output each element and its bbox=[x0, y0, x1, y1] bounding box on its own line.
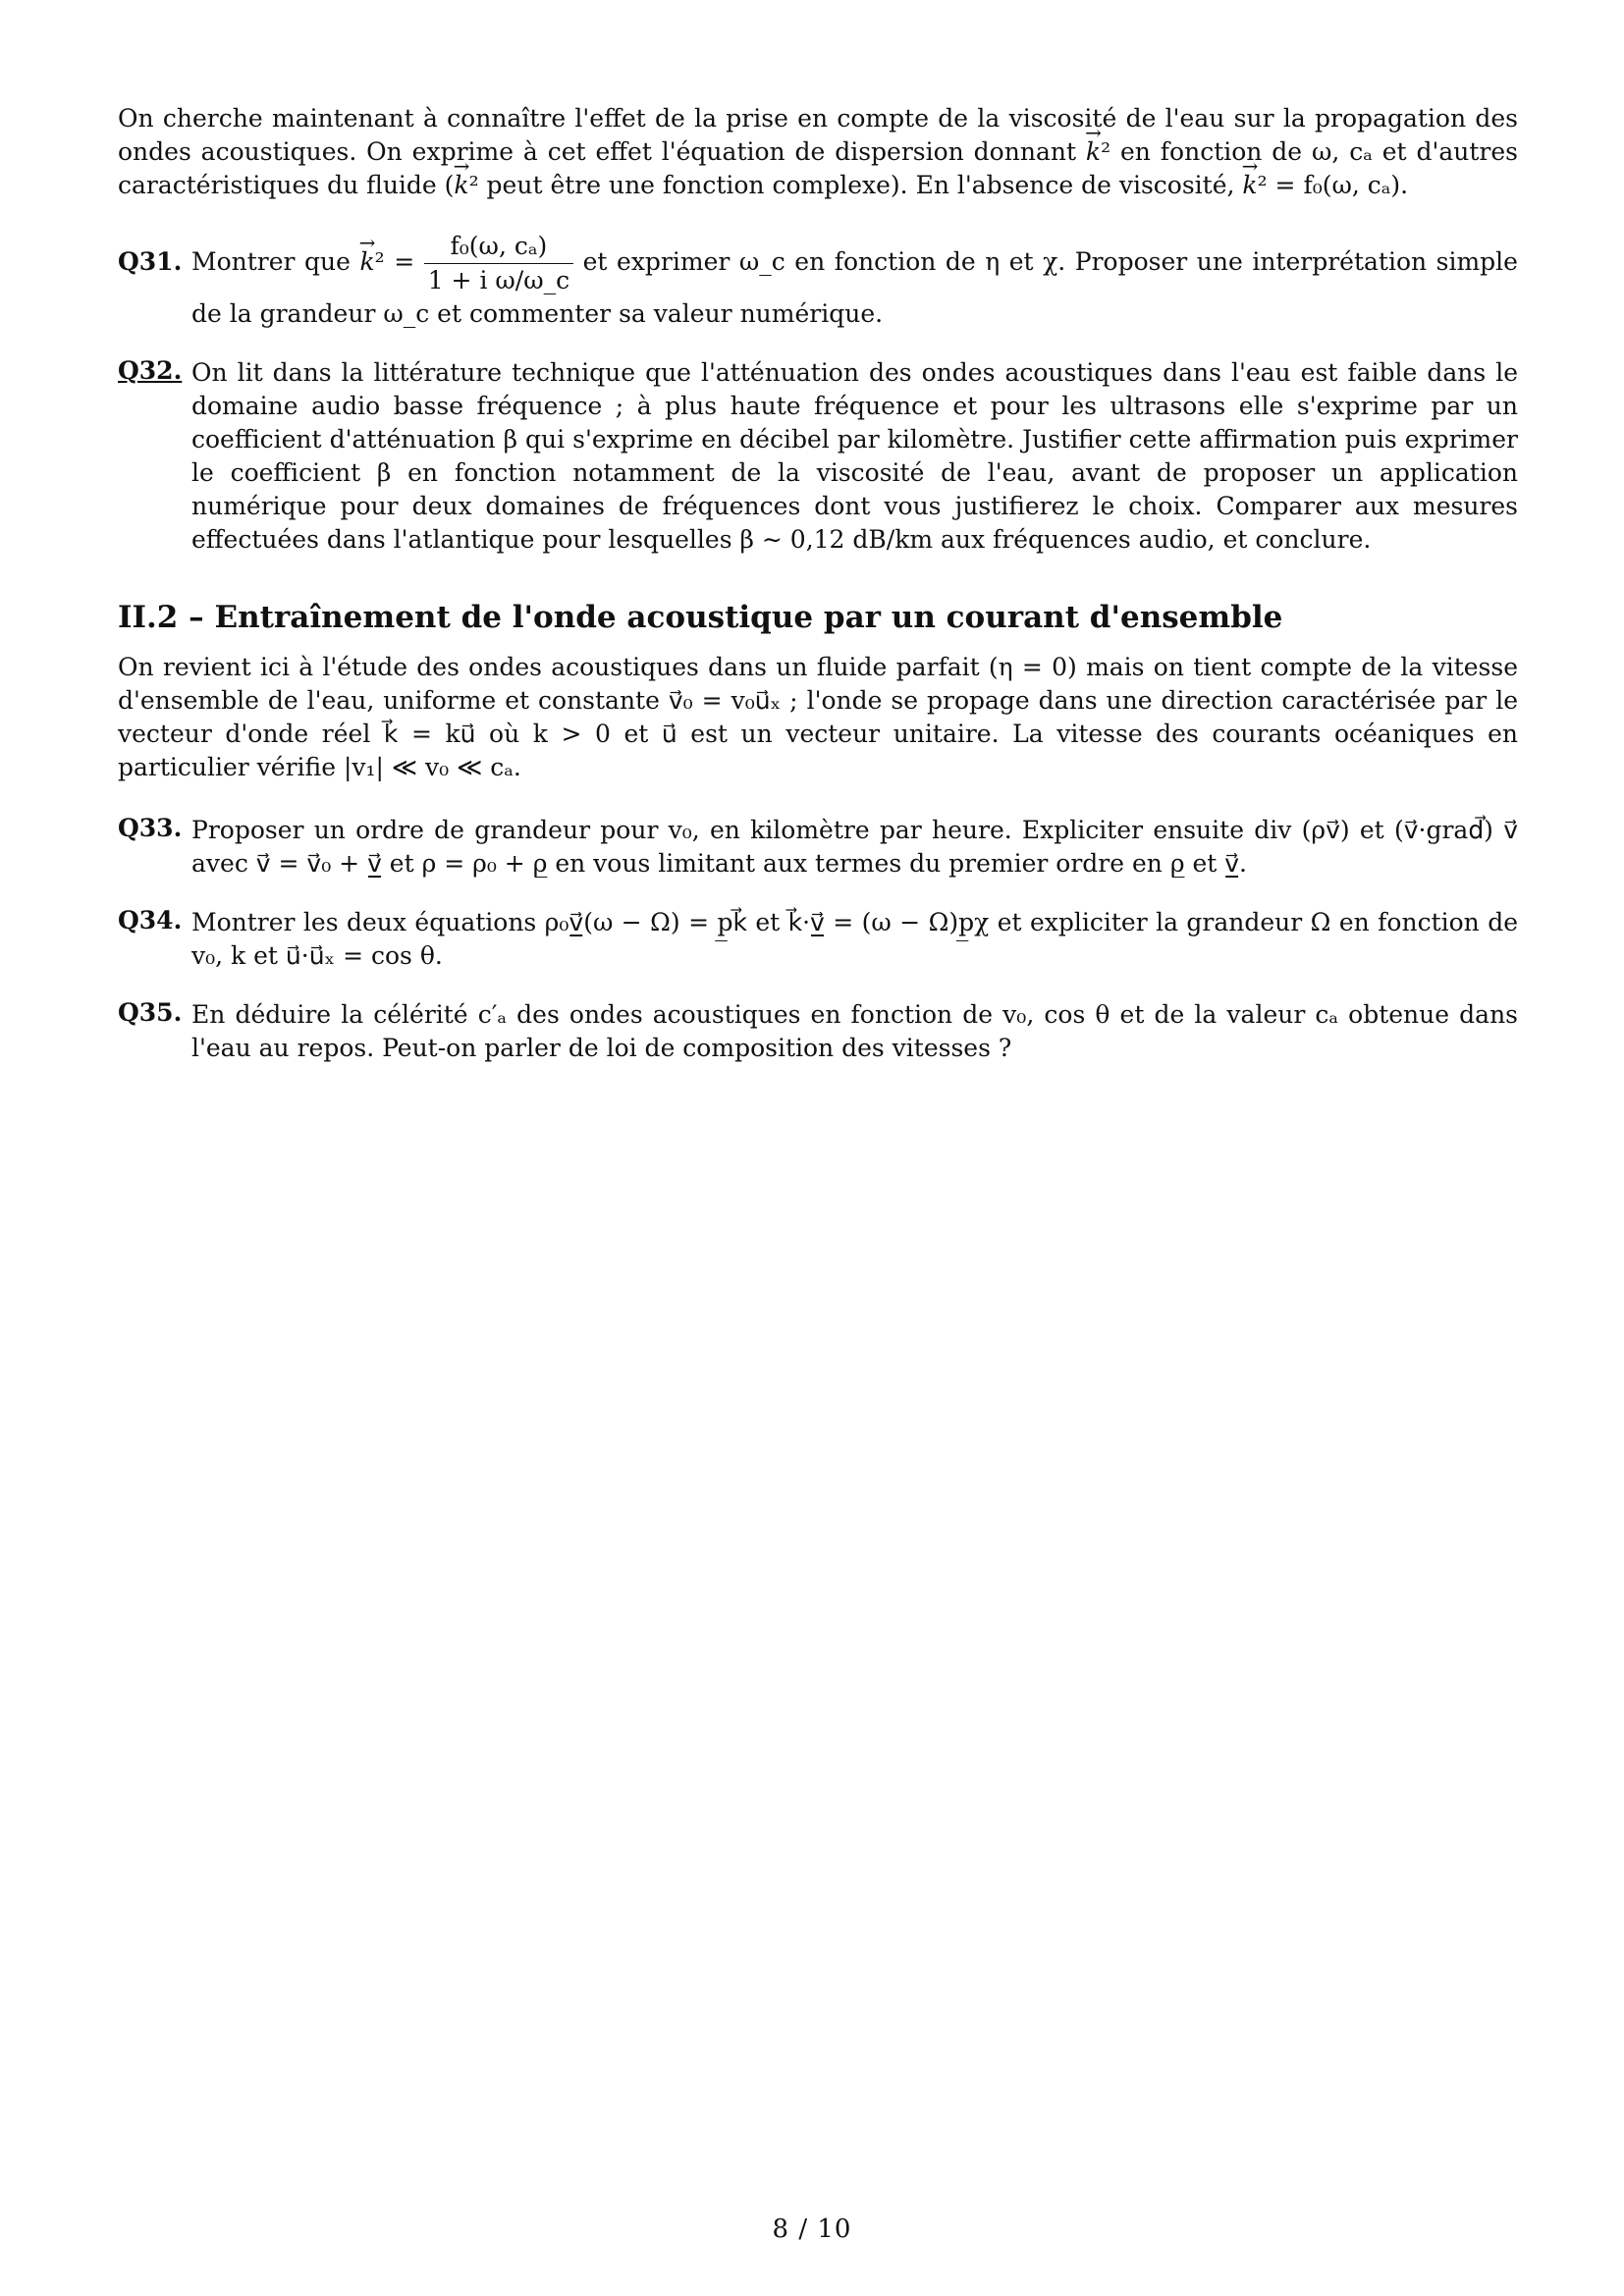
question-q35 bbox=[118, 998, 1518, 1065]
dispersion-fraction bbox=[424, 230, 573, 297]
question-label: Q34. bbox=[118, 906, 183, 934]
fraction-numerator: f₀(ω, cₐ) bbox=[424, 230, 573, 264]
question-q34 bbox=[118, 906, 1518, 973]
intro-text-2: en fonction de ω, cₐ et d'autres caractéristiques du fluide ( bbox=[118, 137, 1519, 199]
q31-text-2: et exprimer ω_c en fonction de η et χ. Proposer une interprétation simple de la grandeur ω_c et commenter sa valeur numérique. bbox=[191, 247, 1518, 328]
q31-text-1: Montrer que bbox=[191, 247, 360, 276]
section-intro-paragraph: On revient ici à l'étude des ondes acoustiques dans un fluide parfait (η = 0) mais on tient compte de la vitesse d'ensemble de l'eau, uniforme et constante v⃗₀ = v₀u⃗ₓ ; l'onde se propage dans une direction caractérisée par le vecteur d'onde réel k⃗ = ku⃗ où k > 0 et u⃗ est un vecteur unitaire. La vitesse des courants océaniques en particulier vérifie |v₁| ≪ v₀ ≪ cₐ. bbox=[118, 653, 1518, 781]
question-body bbox=[191, 230, 1518, 331]
q31-equals: ² = bbox=[374, 247, 424, 276]
page-number: 8 / 10 bbox=[772, 2215, 852, 2244]
section-title: II.2 – Entraînement de l'onde acoustique par un courant d'ensemble bbox=[118, 600, 1283, 635]
question-body: Montrer les deux équations ρ₀v̲⃗(ω − Ω) = p̲k⃗ et k⃗·v̲⃗ = (ω − Ω)p̲χ et expliciter la grandeur Ω en fonction de v₀, k et u⃗·u⃗ₓ = cos θ. bbox=[191, 908, 1518, 970]
question-body: On lit dans la littérature technique que l'atténuation des ondes acoustiques dans l'eau est faible dans le domaine audio basse fréquence ; à plus haute fréquence et pour les ultrasons elle s'exprime par un coefficient d'atténuation β qui s'exprime en décibel par kilomètre. Justifier cette affirmation puis exprimer le coefficient β en fonction notamment de la viscosité de l'eau, avant de proposer un application numérique pour deux domaines de fréquences dont vous justifierez le choix. Comparer aux mesures effectuées dans l'atlantique pour lesquelles β ∼ 0,12 dB/km aux fréquences audio, et conclure. bbox=[191, 358, 1518, 554]
question-q31 bbox=[118, 230, 1518, 331]
intro-text-3: peut être une fonction complexe). En l'absence de viscosité, bbox=[478, 171, 1243, 199]
question-label: Q32. bbox=[118, 356, 183, 385]
question-body: En déduire la célérité c′ₐ des ondes acoustiques en fonction de v₀, cos θ et de la valeur cₐ obtenue dans l'eau au repos. Peut-on parler de loi de composition des vitesses ? bbox=[191, 1000, 1518, 1062]
question-label: Q35. bbox=[118, 998, 183, 1027]
question-body: Proposer un ordre de grandeur pour v₀, en kilomètre par heure. Expliciter ensuite div (ρv⃗) et (v⃗·grad⃗) v⃗ avec v⃗ = v⃗₀ + v̲⃗ et ρ = ρ₀ + ρ̲ en vous limitant aux termes du premier ordre en ρ̲ et v̲⃗. bbox=[191, 816, 1518, 878]
wave-vector-k: → k bbox=[359, 245, 374, 279]
page-content bbox=[118, 102, 1518, 1065]
question-q32 bbox=[118, 356, 1518, 557]
wave-vector-k: → k bbox=[1242, 169, 1257, 202]
wave-vector-k: → k bbox=[454, 169, 468, 202]
question-label: Q31. bbox=[118, 247, 183, 276]
wave-vector-k: → k bbox=[1086, 135, 1101, 169]
question-label: Q33. bbox=[118, 814, 183, 842]
intro-text-1: On cherche maintenant à connaître l'effet de la prise en compte de la viscosité de l'eau sur la propagation des ondes acoustiques. On exprime à cet effet l'équation de dispersion donnant bbox=[118, 104, 1518, 166]
question-q33 bbox=[118, 814, 1518, 881]
intro-paragraph: On cherche maintenant à connaître l'effet de la prise en compte de la viscosité de l'eau sur la propagation des ondes acoustiques. On exprime à cet effet l'équation de dispersion donnant → k² en fonction de ω, cₐ et d'autres caractéristiques du fluide (→ k² peut être une fonction complexe). En l'absence de viscosité, → k² = f₀(ω, cₐ). bbox=[118, 102, 1518, 202]
intro-text-4: = f₀(ω, cₐ). bbox=[1267, 171, 1409, 199]
fraction-denominator: 1 + i ω/ω_c bbox=[427, 266, 570, 294]
